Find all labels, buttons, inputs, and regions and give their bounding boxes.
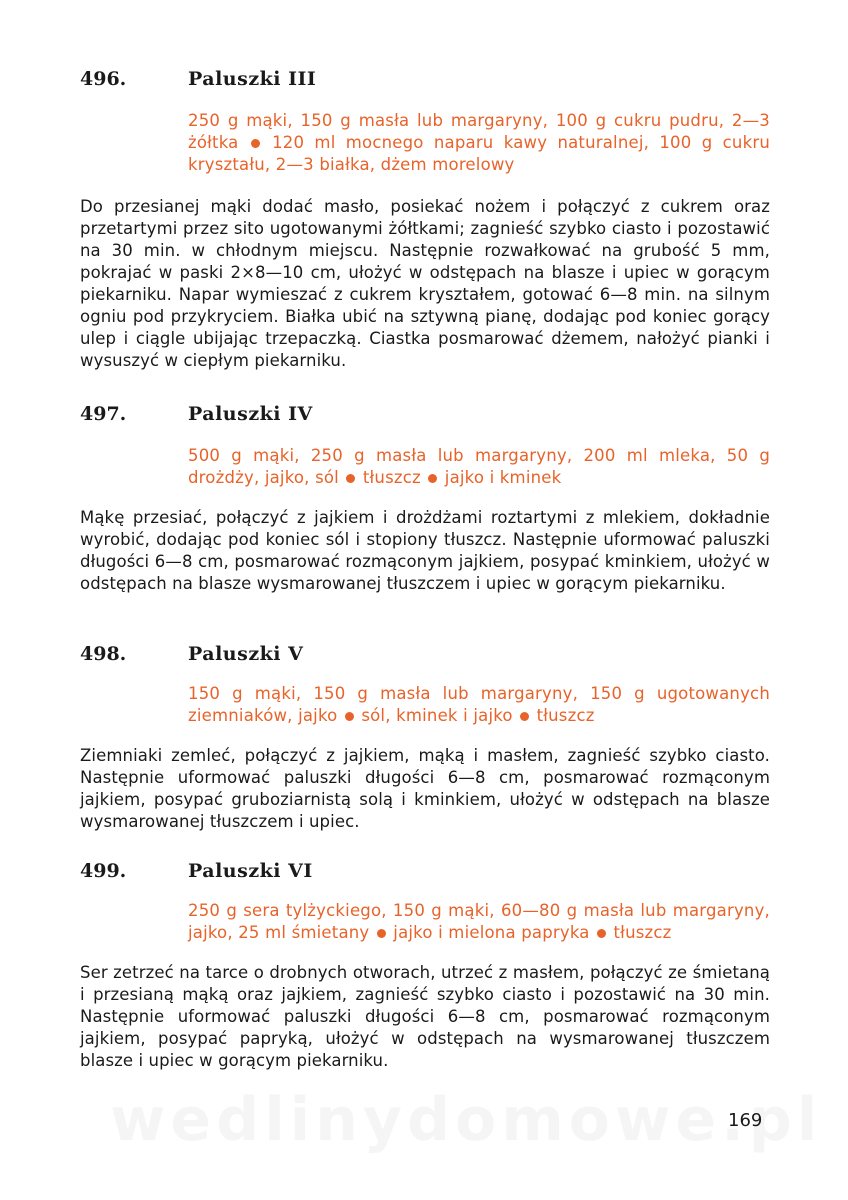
ingredients-group: sól, kminek i jajko [361, 706, 513, 725]
ingredients-group: 500 g mąki, 250 g masła lub margaryny, 200 ml mleka, 50 g drożdży, jajko, sól [188, 446, 770, 487]
ingredients-group: tłuszcz [536, 706, 595, 725]
ingredients-list [188, 683, 770, 727]
bullet-dot-icon [251, 139, 260, 148]
recipe-498 [80, 643, 770, 833]
recipe-method: Do przesianej mąki dodać masło, posiekać nożem i połączyć z cukrem oraz przetartymi przez sito ugotowanymi żółtkami; zagnieść szybko ciasto i pozostawić na 30 min. w chłodnym miejscu. Następnie rozwałkować na grubość 5 mm, pokrajać w paski 2×8—10 cm, ułożyć w odstępach na blasze i upiec w gorącym piekarniku. Napar wymieszać z cukrem kryształem, gotować 6—8 min. na silnym ogniu pod przykryciem. Białka ubić na sztywną pianę, dodając pod koniec gorący ulep i ciągle ubijając trzepaczką. Ciastka posmarować dżemem, nałożyć pianki i wysuszyć w ciepłym piekarniku. [80, 197, 770, 370]
ingredients-list [188, 445, 770, 489]
recipe-method: Ser zetrzeć na tarce o drobnych otworach, utrzeć z masłem, połączyć ze śmietaną i przesianą mąką oraz jajkiem, zagnieść szybko ciasto i pozostawić na 30 min. Następnie uformować paluszki długości 6—8 cm, posmarować rozmąconym jajkiem, posypać papryką, ułożyć w odstępach na wysmarowanej tłuszczem blasze i upiec w gorącym piekarniku. [80, 963, 770, 1070]
ingredients-group: jajko i kminek [444, 468, 562, 487]
recipe-header [80, 68, 770, 94]
recipe-title: Paluszki III [188, 68, 317, 90]
bullet-dot-icon [428, 474, 437, 483]
recipe-method: Mąkę przesiać, połączyć z jajkiem i drożdżami roztartymi z mlekiem, dokładnie wyrobić, dodając pod koniec sól i stopiony tłuszcz. Następnie uformować paluszki długości 6—8 cm, posmarować rozmąconym jajkiem, posypać kminkiem, ułożyć w odstępach na blasze wysmarowanej tłuszczem i upiec w gorącym piekarniku. [80, 508, 770, 593]
recipe-title: Paluszki VI [188, 860, 313, 882]
recipe-title: Paluszki IV [188, 403, 313, 425]
ingredients-group: tłuszcz [362, 468, 421, 487]
ingredients-group: tłuszcz [613, 923, 672, 942]
recipe-method: Ziemniaki zemleć, połączyć z jajkiem, mąką i masłem, zagnieść szybko ciasto. Następnie uformować paluszki długości 6—8 cm, posmarować rozmąconym jajkiem, posypać gruboziarnistą solą i kminkiem, ułożyć w odstępach na blasze wysmarowanej tłuszczem i upiec. [80, 746, 770, 831]
page-number: 169 [728, 1110, 763, 1131]
bullet-dot-icon [377, 929, 386, 938]
recipe-number: 496. [80, 68, 127, 90]
bullet-dot-icon [520, 712, 529, 721]
ingredients-group: 150 g mąki, 150 g masła lub margaryny, 150 g ugotowanych ziemniaków, jajko [188, 684, 770, 725]
watermark [110, 1085, 822, 1155]
recipe-499 [80, 860, 770, 1072]
recipe-header [80, 860, 770, 886]
bullet-dot-icon [346, 474, 355, 483]
ingredients-group: 250 g mąki, 150 g masła lub margaryny, 100 g cukru pudru, 2—3 żółtka [188, 111, 770, 152]
bullet-dot-icon [597, 929, 606, 938]
recipe-496 [80, 68, 770, 372]
recipe-number: 498. [80, 643, 127, 665]
recipe-header [80, 403, 770, 429]
ingredients-group: jajko i mielona papryka [393, 923, 590, 942]
bullet-dot-icon [345, 712, 354, 721]
ingredients-group: 120 ml mocnego naparu kawy naturalnej, 100 g cukru kryształu, 2—3 białka, dżem morelowy [188, 133, 770, 174]
ingredients-group: 250 g sera tylżyckiego, 150 g mąki, 60—80 g masła lub margaryny, jajko, 25 ml śmietany [188, 901, 770, 942]
recipe-497 [80, 403, 770, 595]
recipe-header [80, 643, 770, 669]
recipe-number: 497. [80, 403, 127, 425]
recipe-number: 499. [80, 860, 127, 882]
recipe-title: Paluszki V [188, 643, 304, 665]
ingredients-list [188, 110, 770, 176]
ingredients-list [188, 900, 770, 944]
